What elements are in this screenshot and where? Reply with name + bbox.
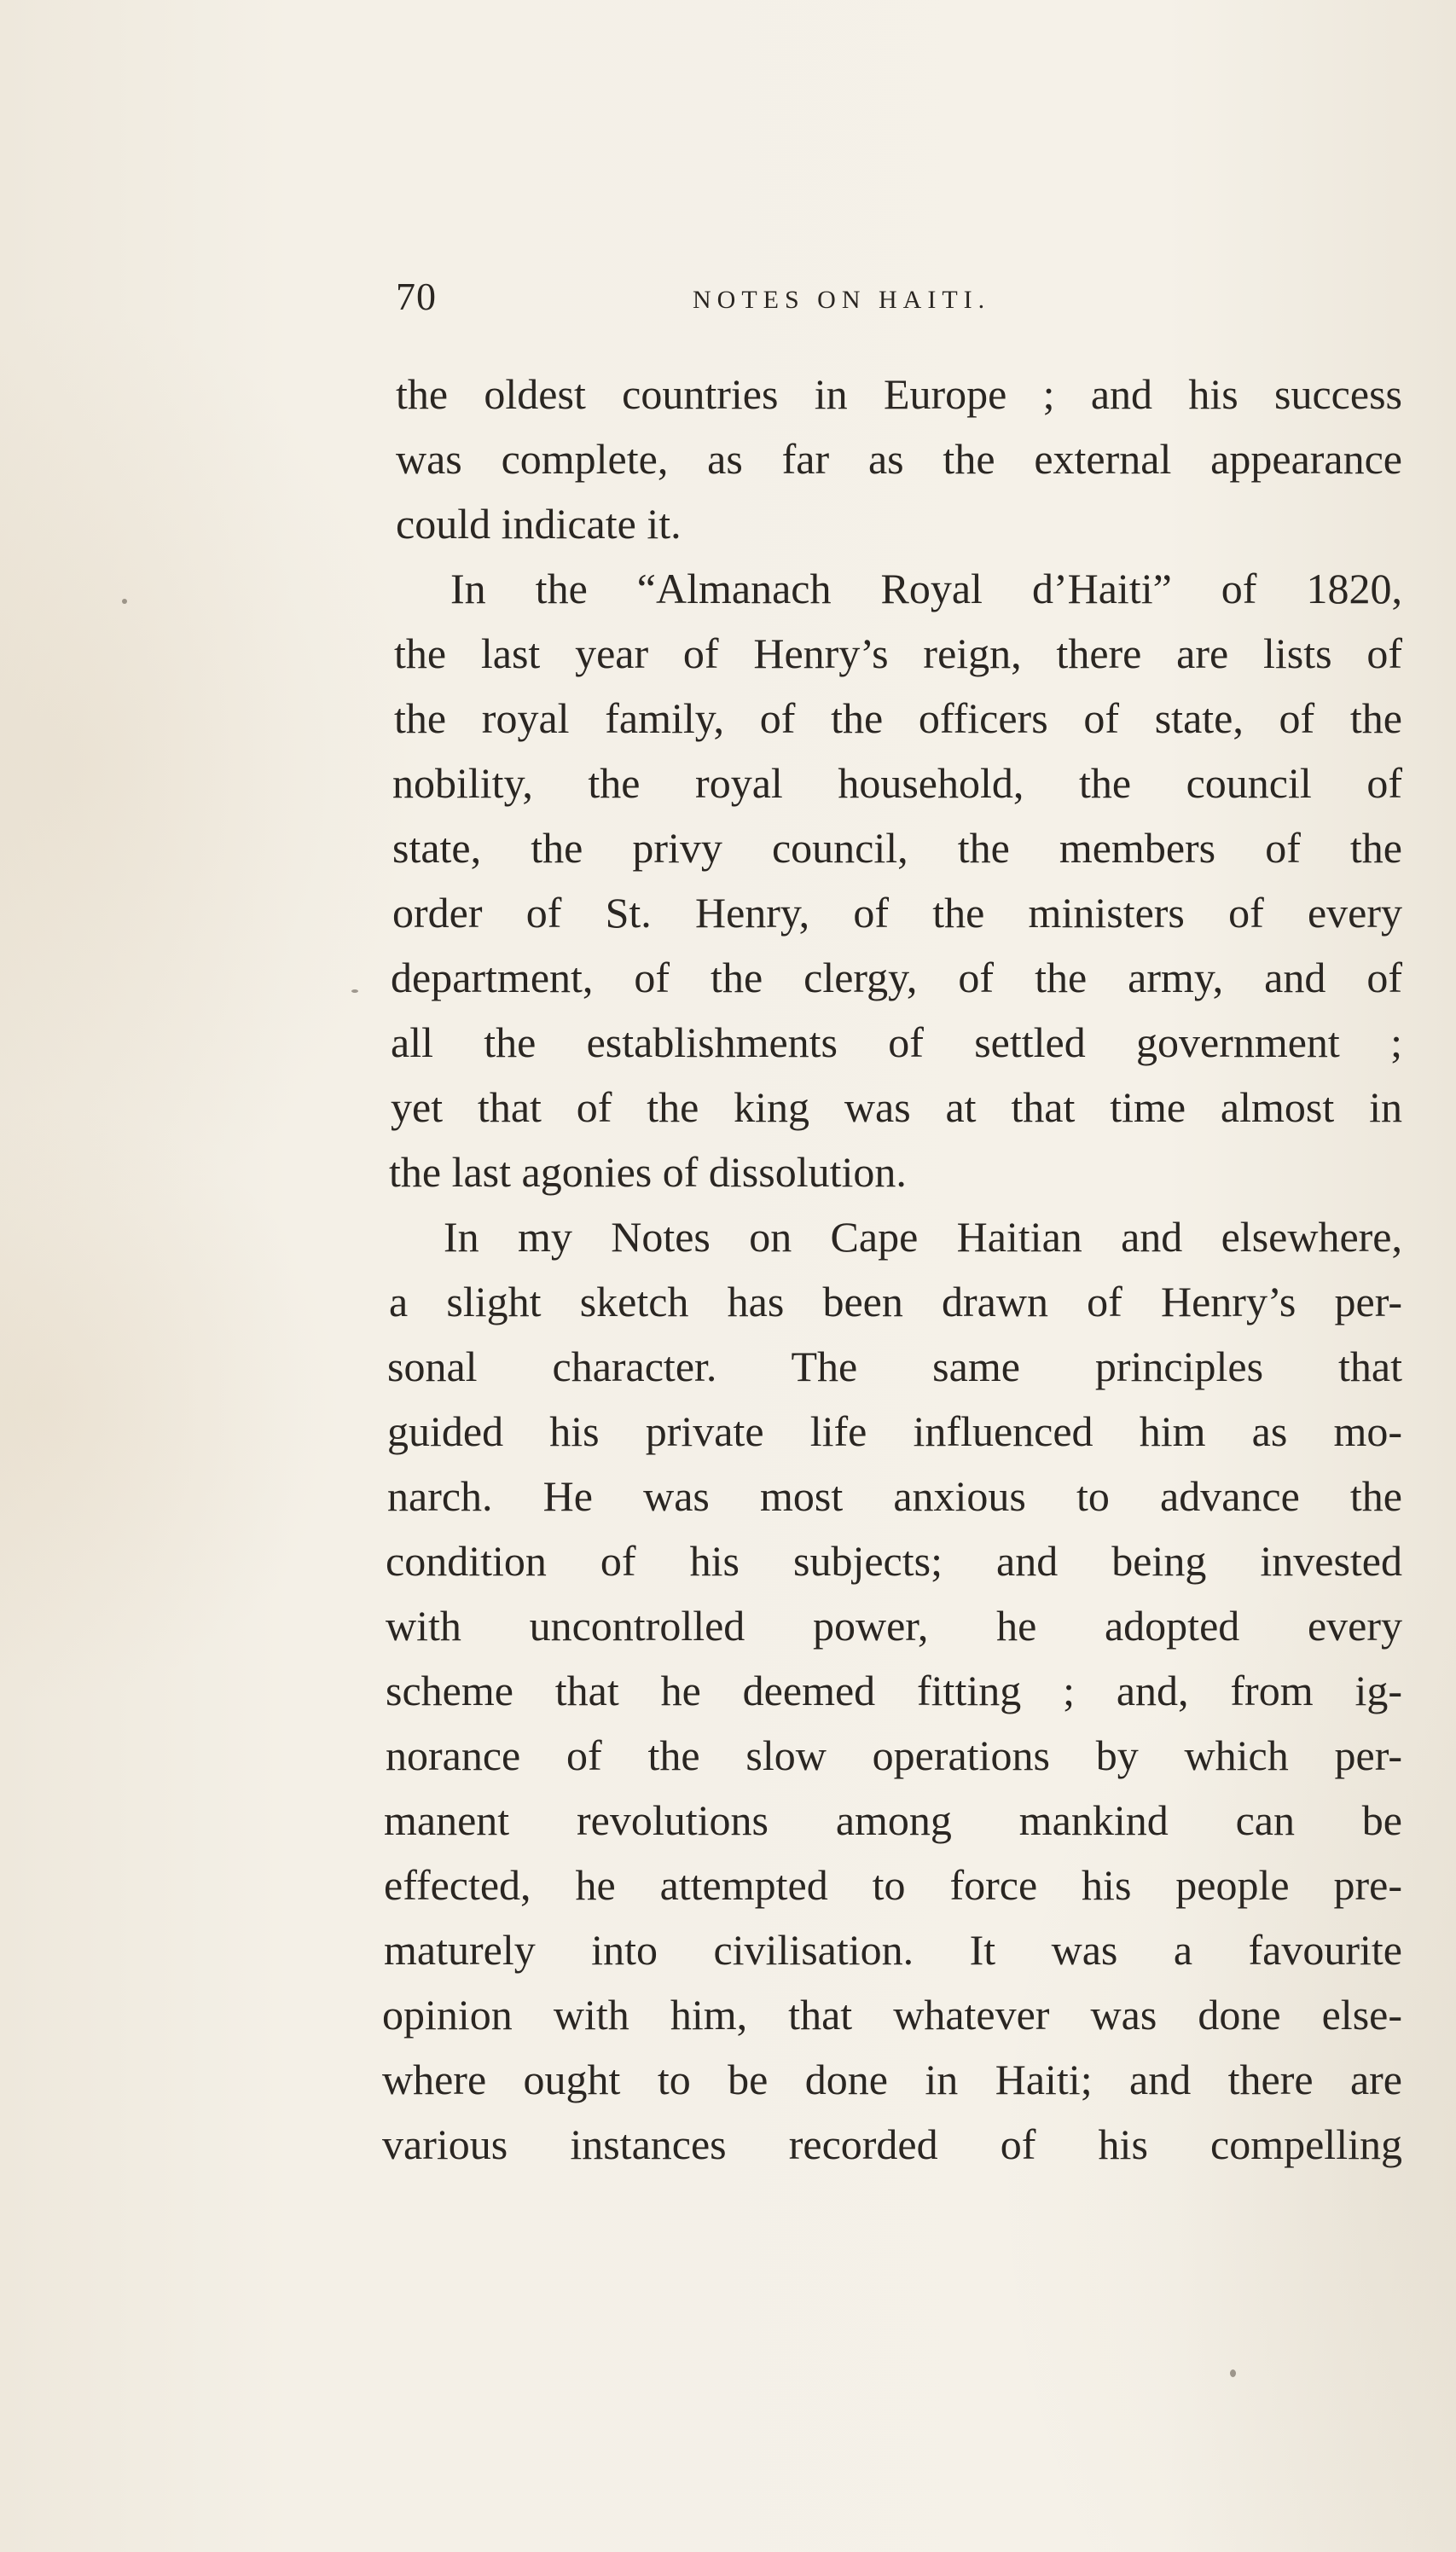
- text-line: effected, he attempted to force his people pre-: [384, 1861, 1402, 1909]
- paragraph-first-line: In my Notes on Cape Haitian and elsewhere,: [444, 1213, 1402, 1261]
- text-line: a slight sketch has been drawn of Henry’s per-: [389, 1278, 1402, 1325]
- text-line: the royal family, of the officers of state, of the: [394, 694, 1402, 742]
- text-line: the last agonies of dissolution.: [389, 1148, 907, 1196]
- ink-speck: [1230, 2369, 1236, 2377]
- text-line: department, of the clergy, of the army, and of: [391, 954, 1402, 1001]
- text-line: nobility, the royal household, the council of: [392, 759, 1402, 807]
- text-line: was complete, as far as the external appearance: [396, 435, 1402, 483]
- text-line: where ought to be done in Haiti; and there are: [382, 2056, 1402, 2103]
- text-line: could indicate it.: [396, 500, 682, 548]
- text-line: the last year of Henry’s reign, there are lists of: [394, 629, 1402, 677]
- ink-speck: [351, 989, 358, 993]
- text-line: maturely into civilisation. It was a favourite: [384, 1926, 1402, 1974]
- text-line: the oldest countries in Europe ; and his success: [396, 370, 1402, 418]
- text-line: all the establishments of settled government ;: [391, 1018, 1402, 1066]
- text-line: various instances recorded of his compelling: [382, 2120, 1402, 2168]
- text-line: scheme that he deemed fitting ; and, from ig-: [386, 1667, 1402, 1714]
- text-line: norance of the slow operations by which per-: [386, 1731, 1402, 1779]
- ink-speck: [122, 599, 127, 604]
- text-line: condition of his subjects; and being invested: [386, 1537, 1402, 1585]
- text-line: yet that of the king was at that time almost in: [391, 1083, 1402, 1131]
- text-line: order of St. Henry, of the ministers of every: [392, 889, 1402, 937]
- running-title: NOTES ON HAITI.: [693, 286, 991, 314]
- body-text: [382, 362, 1402, 2177]
- text-line: sonal character. The same principles that: [387, 1343, 1402, 1390]
- text-line: narch. He was most anxious to advance the: [387, 1472, 1402, 1520]
- paragraph-first-line: In the “Almanach Royal d’Haiti” of 1820,: [450, 565, 1402, 612]
- text-line: with uncontrolled power, he adopted every: [386, 1602, 1402, 1650]
- text-line: manent revolutions among mankind can be: [384, 1796, 1402, 1844]
- text-line: opinion with him, that whatever was done else-: [382, 1991, 1402, 2039]
- page-number: 70: [396, 275, 437, 318]
- text-line: state, the privy council, the members of the: [392, 824, 1402, 872]
- running-head: [394, 271, 1407, 322]
- text-line: guided his private life influenced him as mo-: [387, 1407, 1402, 1455]
